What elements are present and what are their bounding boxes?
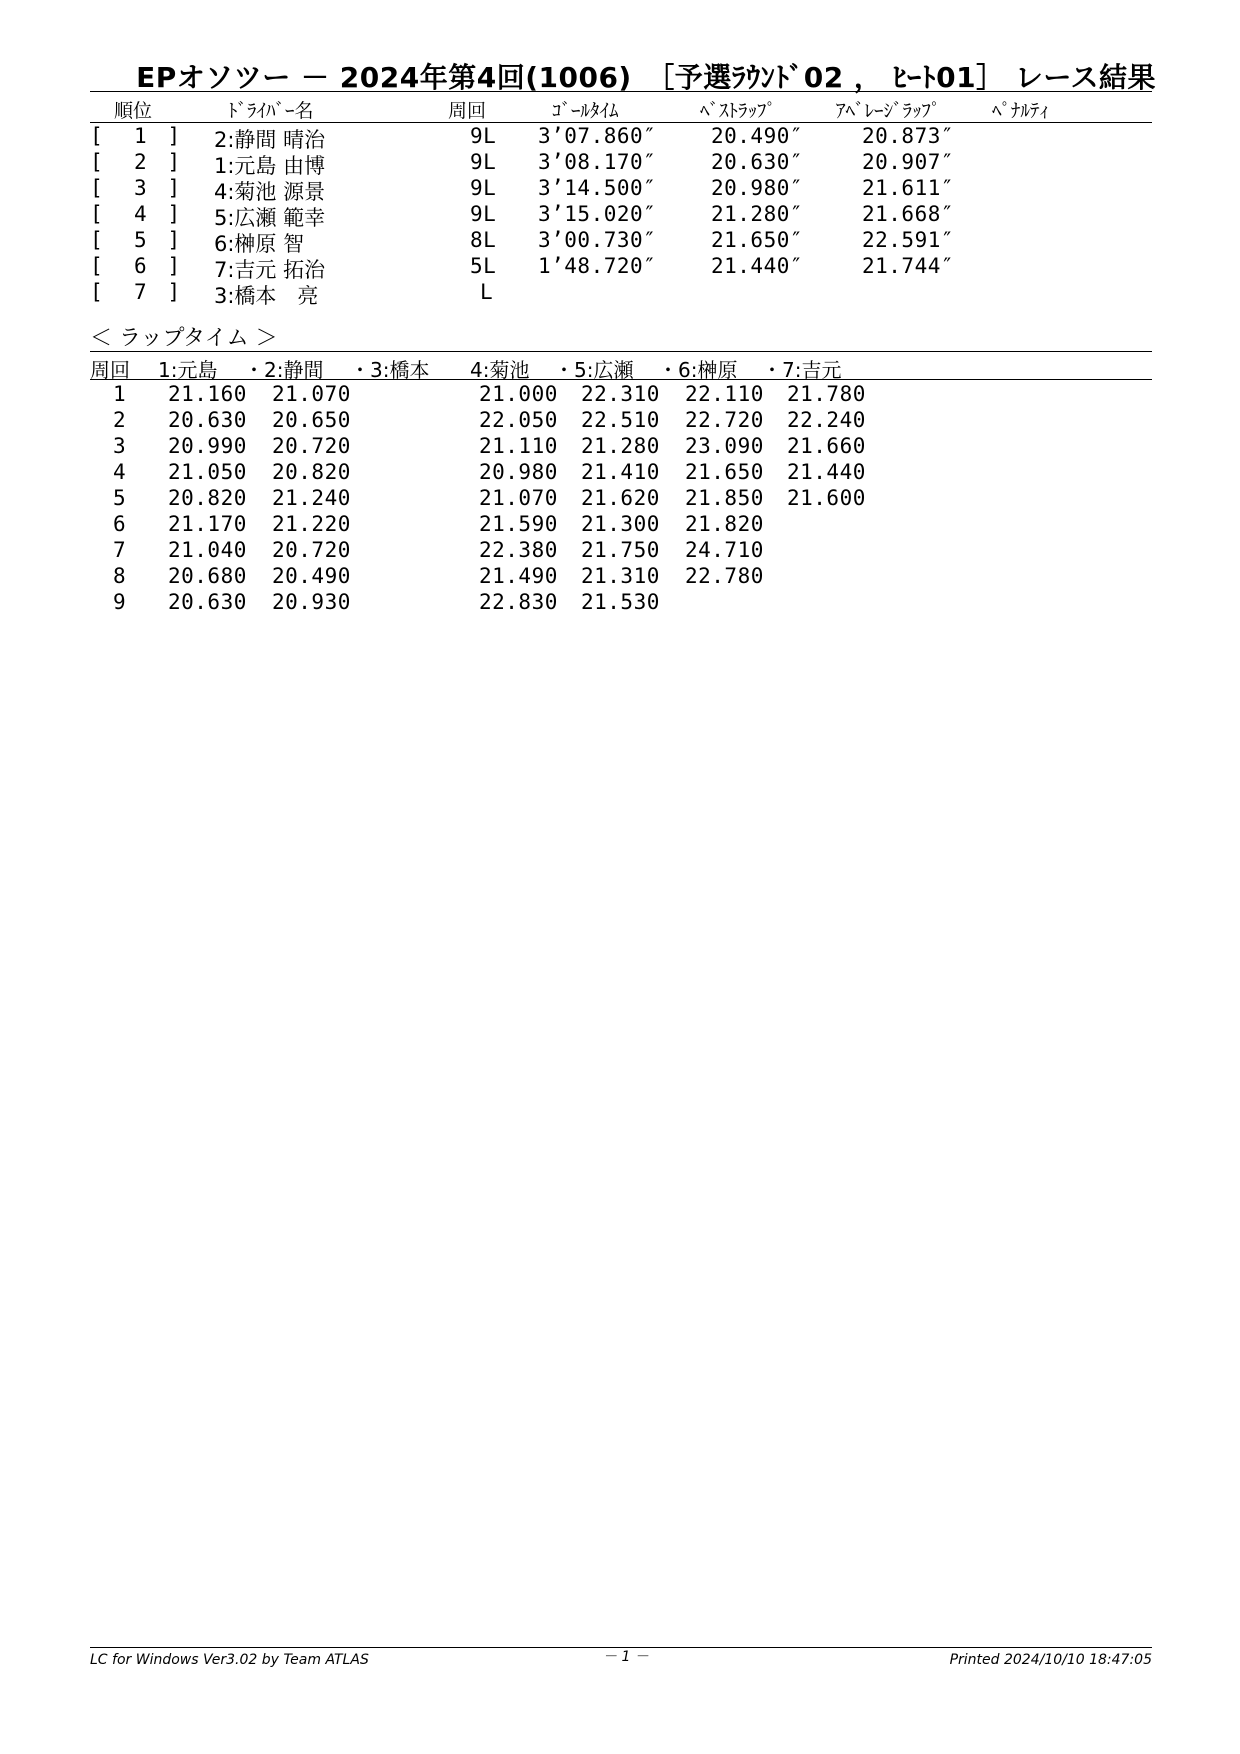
title-rule bbox=[90, 91, 1152, 92]
lap-time-driver-5: 21.280 bbox=[581, 434, 660, 458]
lap-time-driver-7: 21.440 bbox=[787, 460, 866, 484]
rank-bracket-close: ] bbox=[169, 280, 178, 304]
lap-section-rule bbox=[90, 351, 1152, 352]
header-rank: 順位 bbox=[114, 100, 153, 122]
header-penalty: ﾍﾟﾅﾙﾃｨ bbox=[992, 100, 1050, 122]
lap-row bbox=[0, 590, 1240, 616]
lap-time-driver-6: 23.090 bbox=[685, 434, 764, 458]
rank-bracket-open: [ bbox=[93, 202, 102, 226]
lap-time-driver-1: 20.820 bbox=[168, 486, 247, 510]
lap-time-driver-6: 22.720 bbox=[685, 408, 764, 432]
lap-time-driver-5: 21.620 bbox=[581, 486, 660, 510]
lap-time-driver-1: 21.040 bbox=[168, 538, 247, 562]
lap-time-driver-5: 22.310 bbox=[581, 382, 660, 406]
goal-time-value: 3’08.170″ bbox=[538, 150, 657, 174]
goal-time-value: 3’00.730″ bbox=[538, 228, 657, 252]
driver-name: 3:橋本 亮 bbox=[214, 284, 319, 308]
rank-value: 7 bbox=[134, 280, 148, 304]
lap-header-driver-1: 1:元島 bbox=[158, 358, 218, 382]
rank-value: 2 bbox=[134, 150, 148, 174]
lap-time-driver-2: 21.220 bbox=[272, 512, 351, 536]
lap-header-driver-3: ・3:橋本 bbox=[350, 358, 430, 382]
lap-row bbox=[0, 408, 1240, 434]
laps-value: L bbox=[480, 280, 494, 304]
rank-bracket-open: [ bbox=[93, 280, 102, 304]
lap-time-driver-6: 22.780 bbox=[685, 564, 764, 588]
lap-number: 4 bbox=[113, 460, 127, 484]
goal-time-value: 3’07.860″ bbox=[538, 124, 657, 148]
laps-value: 9L bbox=[470, 124, 497, 148]
best-lap-value: 21.650″ bbox=[711, 228, 804, 252]
lap-time-driver-6: 22.110 bbox=[685, 382, 764, 406]
average-lap-value: 21.668″ bbox=[862, 202, 955, 226]
results-row bbox=[0, 254, 1240, 280]
lap-time-driver-1: 21.160 bbox=[168, 382, 247, 406]
lap-time-driver-4: 21.110 bbox=[479, 434, 558, 458]
rank-value: 4 bbox=[134, 202, 148, 226]
lap-time-driver-4: 21.000 bbox=[479, 382, 558, 406]
lap-time-driver-2: 20.720 bbox=[272, 434, 351, 458]
lap-header-driver-4: 4:菊池 bbox=[470, 358, 530, 382]
header-average-lap: ｱﾍﾞﾚｰｼﾞﾗｯﾌﾟ bbox=[836, 100, 941, 122]
lap-number: 7 bbox=[113, 538, 127, 562]
footer-page-number: － 1 － bbox=[603, 1649, 649, 1665]
lap-time-driver-4: 22.380 bbox=[479, 538, 558, 562]
rank-value: 5 bbox=[134, 228, 148, 252]
driver-name: 7:吉元 拓治 bbox=[214, 258, 326, 282]
average-lap-value: 21.611″ bbox=[862, 176, 955, 200]
lap-time-driver-6: 21.850 bbox=[685, 486, 764, 510]
lap-time-driver-7: 21.780 bbox=[787, 382, 866, 406]
results-header-rule bbox=[90, 122, 1152, 123]
rank-bracket-close: ] bbox=[169, 202, 178, 226]
lap-header-driver-5: ・5:広瀬 bbox=[554, 358, 634, 382]
lap-number: 6 bbox=[113, 512, 127, 536]
footer-printed-timestamp: Printed 2024/10/10 18:47:05 bbox=[949, 1652, 1152, 1668]
goal-time-value: 3’14.500″ bbox=[538, 176, 657, 200]
driver-name: 6:榊原 智 bbox=[214, 232, 305, 256]
lap-time-driver-1: 20.630 bbox=[168, 590, 247, 614]
lap-time-driver-5: 21.750 bbox=[581, 538, 660, 562]
lap-time-driver-2: 20.930 bbox=[272, 590, 351, 614]
driver-name: 2:静間 晴治 bbox=[214, 128, 326, 152]
lap-header-driver-7: ・7:吉元 bbox=[762, 358, 842, 382]
average-lap-value: 20.907″ bbox=[862, 150, 955, 174]
rank-bracket-open: [ bbox=[93, 228, 102, 252]
lap-number: 1 bbox=[113, 382, 127, 406]
rank-value: 3 bbox=[134, 176, 148, 200]
lap-number: 2 bbox=[113, 408, 127, 432]
lap-time-driver-5: 21.310 bbox=[581, 564, 660, 588]
lap-row bbox=[0, 486, 1240, 512]
rank-bracket-close: ] bbox=[169, 254, 178, 278]
lap-time-driver-5: 21.410 bbox=[581, 460, 660, 484]
lap-time-driver-2: 20.650 bbox=[272, 408, 351, 432]
goal-time-value: 1’48.720″ bbox=[538, 254, 657, 278]
lap-header-rule bbox=[90, 379, 1152, 380]
lap-row bbox=[0, 538, 1240, 564]
lap-row bbox=[0, 382, 1240, 408]
lap-time-driver-1: 20.630 bbox=[168, 408, 247, 432]
rank-value: 1 bbox=[134, 124, 148, 148]
lap-times-section-label: ＜ ラップタイム ＞ bbox=[90, 326, 278, 351]
lap-time-driver-5: 21.300 bbox=[581, 512, 660, 536]
lap-row bbox=[0, 512, 1240, 538]
lap-number: 3 bbox=[113, 434, 127, 458]
results-row bbox=[0, 202, 1240, 228]
results-row bbox=[0, 176, 1240, 202]
lap-time-driver-4: 21.490 bbox=[479, 564, 558, 588]
header-laps: 周回 bbox=[448, 100, 487, 122]
lap-header-driver-6: ・6:榊原 bbox=[658, 358, 738, 382]
lap-time-driver-2: 20.820 bbox=[272, 460, 351, 484]
lap-time-driver-4: 20.980 bbox=[479, 460, 558, 484]
lap-number: 8 bbox=[113, 564, 127, 588]
lap-time-driver-2: 21.240 bbox=[272, 486, 351, 510]
driver-name: 5:広瀬 範幸 bbox=[214, 206, 326, 230]
header-driver: ﾄﾞﾗｲﾊﾞｰ名 bbox=[228, 100, 314, 122]
lap-row bbox=[0, 564, 1240, 590]
lap-row bbox=[0, 434, 1240, 460]
driver-name: 4:菊池 源景 bbox=[214, 180, 326, 204]
results-row bbox=[0, 124, 1240, 150]
lap-time-driver-1: 20.680 bbox=[168, 564, 247, 588]
lap-number: 9 bbox=[113, 590, 127, 614]
lap-header-driver-2: ・2:静間 bbox=[244, 358, 324, 382]
rank-bracket-close: ] bbox=[169, 176, 178, 200]
laps-value: 9L bbox=[470, 150, 497, 174]
lap-row bbox=[0, 460, 1240, 486]
rank-bracket-close: ] bbox=[169, 124, 178, 148]
header-goal-time: ｺﾞｰﾙﾀｲﾑ bbox=[552, 100, 619, 122]
rank-bracket-open: [ bbox=[93, 150, 102, 174]
lap-header-lap: 周回 bbox=[90, 358, 130, 382]
results-row bbox=[0, 280, 1240, 306]
driver-name: 1:元島 由博 bbox=[214, 154, 326, 178]
header-best-lap: ﾍﾞｽﾄﾗｯﾌﾟ bbox=[700, 100, 777, 122]
average-lap-value: 22.591″ bbox=[862, 228, 955, 252]
best-lap-value: 21.280″ bbox=[711, 202, 804, 226]
average-lap-value: 21.744″ bbox=[862, 254, 955, 278]
lap-time-driver-7: 21.600 bbox=[787, 486, 866, 510]
laps-value: 5L bbox=[470, 254, 497, 278]
lap-time-driver-2: 20.490 bbox=[272, 564, 351, 588]
lap-time-driver-7: 22.240 bbox=[787, 408, 866, 432]
rank-bracket-open: [ bbox=[93, 176, 102, 200]
results-row bbox=[0, 150, 1240, 176]
best-lap-value: 20.490″ bbox=[711, 124, 804, 148]
rank-bracket-close: ] bbox=[169, 228, 178, 252]
rank-bracket-close: ] bbox=[169, 150, 178, 174]
lap-time-driver-4: 21.590 bbox=[479, 512, 558, 536]
lap-time-driver-5: 22.510 bbox=[581, 408, 660, 432]
goal-time-value: 3’15.020″ bbox=[538, 202, 657, 226]
lap-time-driver-6: 21.650 bbox=[685, 460, 764, 484]
lap-time-driver-6: 24.710 bbox=[685, 538, 764, 562]
lap-time-driver-1: 20.990 bbox=[168, 434, 247, 458]
laps-value: 9L bbox=[470, 202, 497, 226]
average-lap-value: 20.873″ bbox=[862, 124, 955, 148]
lap-number: 5 bbox=[113, 486, 127, 510]
laps-value: 8L bbox=[470, 228, 497, 252]
lap-time-driver-4: 22.830 bbox=[479, 590, 558, 614]
laps-value: 9L bbox=[470, 176, 497, 200]
rank-value: 6 bbox=[134, 254, 148, 278]
best-lap-value: 20.980″ bbox=[711, 176, 804, 200]
rank-bracket-open: [ bbox=[93, 124, 102, 148]
lap-time-driver-4: 21.070 bbox=[479, 486, 558, 510]
lap-time-driver-5: 21.530 bbox=[581, 590, 660, 614]
rank-bracket-open: [ bbox=[93, 254, 102, 278]
best-lap-value: 21.440″ bbox=[711, 254, 804, 278]
lap-time-driver-2: 20.720 bbox=[272, 538, 351, 562]
lap-time-driver-4: 22.050 bbox=[479, 408, 558, 432]
lap-time-driver-7: 21.660 bbox=[787, 434, 866, 458]
lap-time-driver-1: 21.050 bbox=[168, 460, 247, 484]
footer-software: LC for Windows Ver3.02 by Team ATLAS bbox=[90, 1652, 369, 1668]
lap-time-driver-2: 21.070 bbox=[272, 382, 351, 406]
page-title: EPオソツー － 2024年第4回(1006) ［予選ﾗｳﾝﾄﾞ02 ， ﾋｰﾄ01］ レース結果 bbox=[136, 61, 1156, 94]
results-row bbox=[0, 228, 1240, 254]
lap-time-driver-6: 21.820 bbox=[685, 512, 764, 536]
lap-time-driver-1: 21.170 bbox=[168, 512, 247, 536]
best-lap-value: 20.630″ bbox=[711, 150, 804, 174]
